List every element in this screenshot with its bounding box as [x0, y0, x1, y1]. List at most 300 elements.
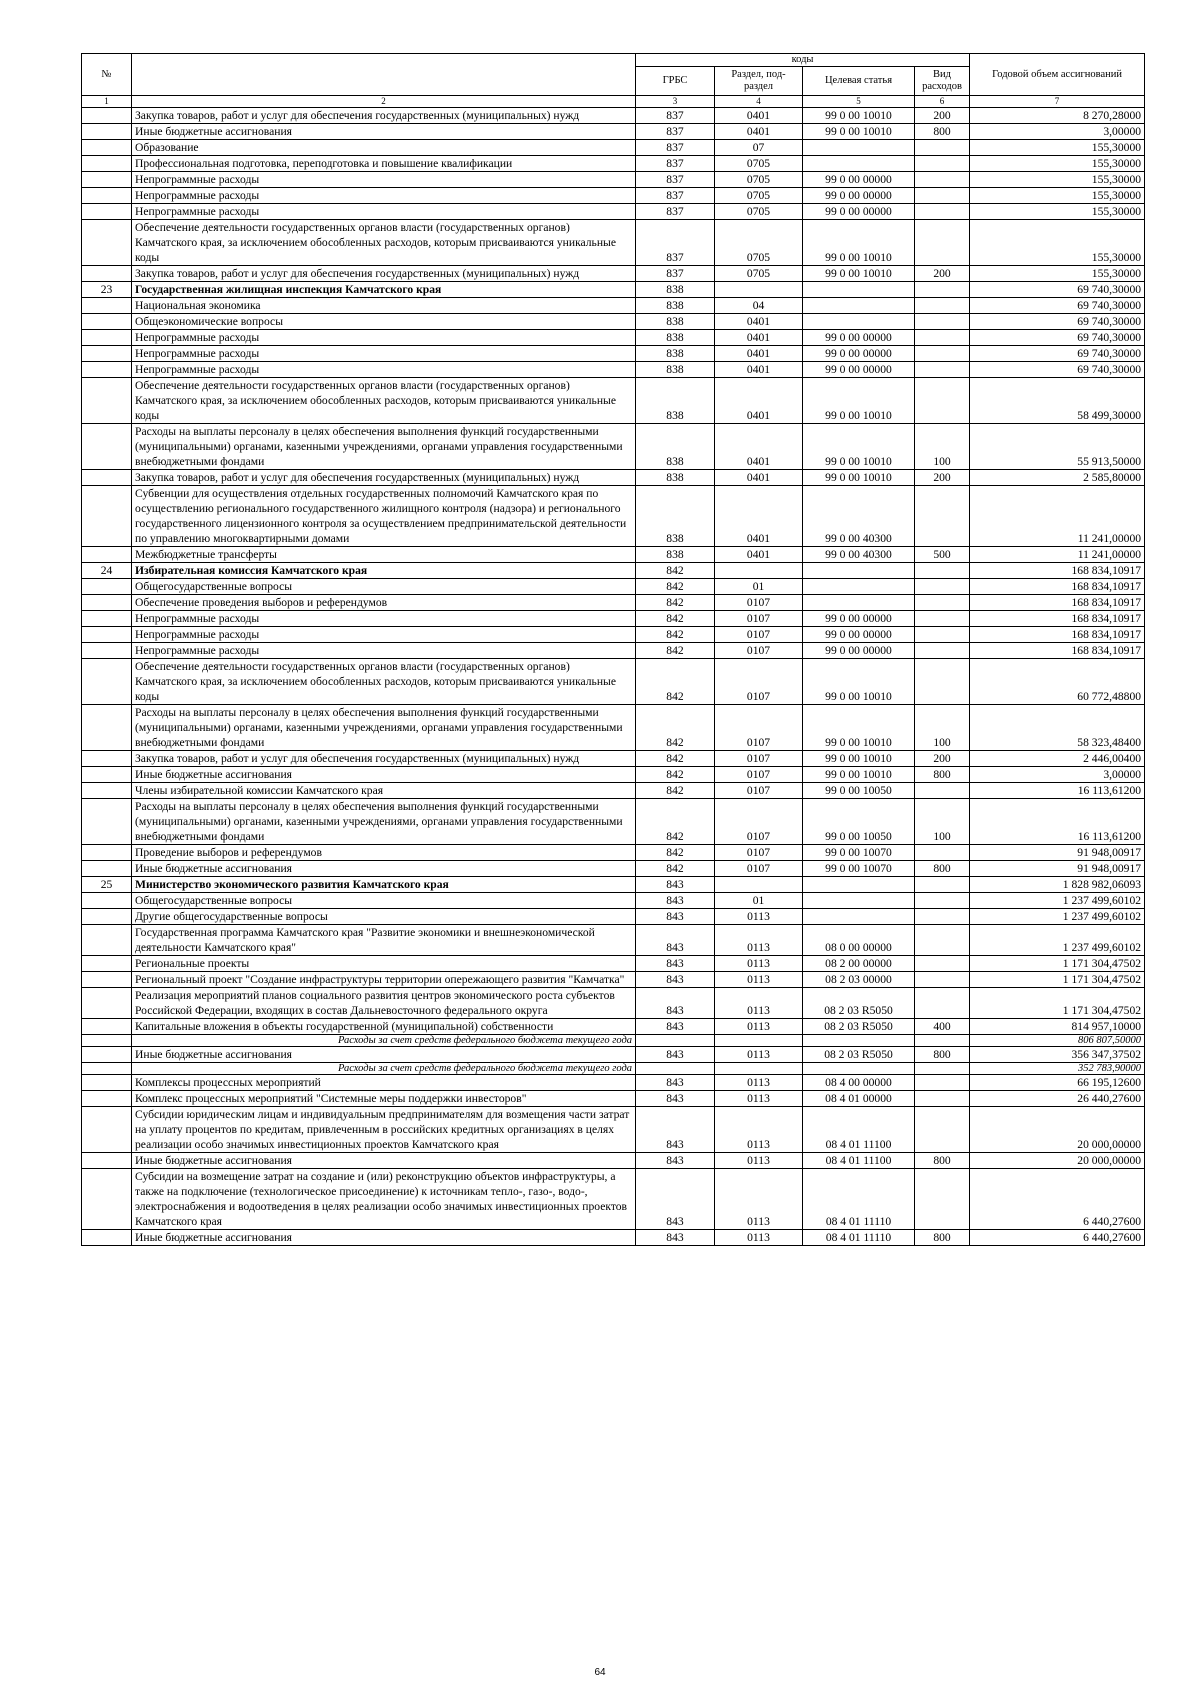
row-name: Избирательная комиссия Камчатского края — [132, 563, 636, 579]
row-expense-kind — [915, 925, 970, 956]
row-expense-kind — [915, 783, 970, 799]
row-target-article: 08 0 00 00000 — [803, 925, 915, 956]
row-grbs: 838 — [636, 547, 715, 563]
row-name: Расходы за счет средств федерального бюджета текущего года — [132, 1035, 636, 1047]
row-expense-kind — [915, 362, 970, 378]
row-annual-volume: 806 807,50000 — [970, 1035, 1145, 1047]
row-section: 0113 — [715, 909, 803, 925]
header-target: Целевая статья — [803, 67, 915, 96]
table-row — [82, 595, 1145, 611]
header-section: Раздел, под-раздел — [715, 67, 803, 96]
row-section: 0401 — [715, 314, 803, 330]
row-expense-kind: 200 — [915, 266, 970, 282]
row-name: Непрограммные расходы — [132, 172, 636, 188]
row-number — [82, 314, 132, 330]
row-annual-volume: 3,00000 — [970, 124, 1145, 140]
row-expense-kind: 800 — [915, 1230, 970, 1246]
row-number — [82, 925, 132, 956]
row-number — [82, 1153, 132, 1169]
row-grbs: 838 — [636, 424, 715, 470]
row-annual-volume: 168 834,10917 — [970, 643, 1145, 659]
row-name: Закупка товаров, работ и услуг для обеспечения государственных (муниципальных) нужд — [132, 751, 636, 767]
row-grbs: 838 — [636, 378, 715, 424]
row-name: Непрограммные расходы — [132, 188, 636, 204]
table-row — [82, 751, 1145, 767]
row-annual-volume: 155,30000 — [970, 204, 1145, 220]
row-grbs: 842 — [636, 705, 715, 751]
table-row — [82, 547, 1145, 563]
row-expense-kind — [915, 220, 970, 266]
row-name: Непрограммные расходы — [132, 611, 636, 627]
row-expense-kind: 800 — [915, 1047, 970, 1063]
budget-table — [81, 53, 1145, 1246]
row-name: Непрограммные расходы — [132, 204, 636, 220]
row-number — [82, 140, 132, 156]
row-target-article: 99 0 00 10010 — [803, 266, 915, 282]
row-section: 0401 — [715, 330, 803, 346]
row-expense-kind: 800 — [915, 861, 970, 877]
row-name: Обеспечение деятельности государственных органов власти (государственных органов) Камчатского края, за исключением обособленных расходов, которым присваиваются уникальные коды — [132, 378, 636, 424]
row-name: Комплекс процессных мероприятий "Системные меры поддержки инвесторов" — [132, 1091, 636, 1107]
row-name: Закупка товаров, работ и услуг для обеспечения государственных (муниципальных) нужд — [132, 266, 636, 282]
row-expense-kind: 100 — [915, 424, 970, 470]
row-expense-kind — [915, 204, 970, 220]
colnum: 6 — [915, 96, 970, 108]
row-section: 0107 — [715, 705, 803, 751]
row-expense-kind — [915, 298, 970, 314]
row-annual-volume: 356 347,37502 — [970, 1047, 1145, 1063]
row-name: Закупка товаров, работ и услуг для обеспечения государственных (муниципальных) нужд — [132, 470, 636, 486]
table-row — [82, 1035, 1145, 1047]
row-name: Государственная жилищная инспекция Камчатского края — [132, 282, 636, 298]
row-annual-volume: 3,00000 — [970, 767, 1145, 783]
row-section: 0705 — [715, 172, 803, 188]
table-row — [82, 783, 1145, 799]
table-row — [82, 188, 1145, 204]
row-target-article: 99 0 00 40300 — [803, 547, 915, 563]
table-row — [82, 563, 1145, 579]
row-annual-volume: 1 828 982,06093 — [970, 877, 1145, 893]
row-section: 0401 — [715, 108, 803, 124]
row-annual-volume: 352 783,90000 — [970, 1063, 1145, 1075]
row-grbs: 842 — [636, 563, 715, 579]
row-grbs: 837 — [636, 188, 715, 204]
table-row — [82, 1153, 1145, 1169]
row-annual-volume: 1 171 304,47502 — [970, 972, 1145, 988]
row-target-article: 99 0 00 10070 — [803, 861, 915, 877]
row-expense-kind: 100 — [915, 799, 970, 845]
row-annual-volume: 1 237 499,60102 — [970, 925, 1145, 956]
row-section: 0401 — [715, 378, 803, 424]
table-row — [82, 156, 1145, 172]
row-grbs: 837 — [636, 124, 715, 140]
row-section: 0401 — [715, 362, 803, 378]
row-number — [82, 659, 132, 705]
row-name: Обеспечение проведения выборов и референдумов — [132, 595, 636, 611]
row-target-article — [803, 1063, 915, 1075]
row-grbs: 838 — [636, 298, 715, 314]
row-grbs: 837 — [636, 140, 715, 156]
row-section: 0113 — [715, 1230, 803, 1246]
header-volume: Годовой объем ассигнований — [970, 54, 1145, 96]
table-row — [82, 611, 1145, 627]
row-annual-volume: 168 834,10917 — [970, 579, 1145, 595]
row-name: Субсидии на возмещение затрат на создание и (или) реконструкцию объектов инфраструктуры, а также на подключение (технологическое присоединение) к источникам тепло-, газо-, водо-, электроснабжения и водоотведения в целях реализации особо значимых инвестиционных проектов Камчатского края — [132, 1169, 636, 1230]
row-number — [82, 783, 132, 799]
row-name: Образование — [132, 140, 636, 156]
row-expense-kind — [915, 579, 970, 595]
row-number — [82, 378, 132, 424]
row-target-article: 99 0 00 00000 — [803, 330, 915, 346]
row-target-article: 08 4 01 11110 — [803, 1230, 915, 1246]
row-annual-volume: 58 499,30000 — [970, 378, 1145, 424]
row-name: Реализация мероприятий планов социального развития центров экономического роста субъектов Российской Федерации, входящих в состав Дальневосточного федерального округа — [132, 988, 636, 1019]
row-grbs: 837 — [636, 156, 715, 172]
table-row — [82, 1169, 1145, 1230]
row-grbs: 843 — [636, 1230, 715, 1246]
row-number — [82, 972, 132, 988]
row-number — [82, 124, 132, 140]
row-name: Комплексы процессных мероприятий — [132, 1075, 636, 1091]
row-expense-kind — [915, 330, 970, 346]
row-number — [82, 424, 132, 470]
header-grbs: ГРБС — [636, 67, 715, 96]
table-row — [82, 172, 1145, 188]
row-grbs: 837 — [636, 266, 715, 282]
row-annual-volume: 69 740,30000 — [970, 330, 1145, 346]
row-annual-volume: 26 440,27600 — [970, 1091, 1145, 1107]
row-grbs: 842 — [636, 627, 715, 643]
row-target-article: 99 0 00 10010 — [803, 659, 915, 705]
row-expense-kind — [915, 156, 970, 172]
row-number — [82, 220, 132, 266]
row-name: Субсидии юридическим лицам и индивидуальным предпринимателям для возмещения части затрат на уплату процентов по кредитам, привлеченным в российских кредитных организациях в целях реализации особо значимых инвестиционных проектов Камчатского края — [132, 1107, 636, 1153]
row-section: 04 — [715, 298, 803, 314]
row-annual-volume: 91 948,00917 — [970, 845, 1145, 861]
row-grbs: 842 — [636, 659, 715, 705]
row-target-article — [803, 579, 915, 595]
row-annual-volume: 168 834,10917 — [970, 595, 1145, 611]
table-row — [82, 1063, 1145, 1075]
row-annual-volume: 155,30000 — [970, 188, 1145, 204]
table-row — [82, 298, 1145, 314]
row-expense-kind: 800 — [915, 124, 970, 140]
row-name: Государственная программа Камчатского края "Развитие экономики и внешнеэкономической деятельности Камчатского края" — [132, 925, 636, 956]
table-row — [82, 956, 1145, 972]
row-number — [82, 988, 132, 1019]
row-number — [82, 1035, 132, 1047]
row-annual-volume: 20 000,00000 — [970, 1153, 1145, 1169]
row-annual-volume: 11 241,00000 — [970, 486, 1145, 547]
row-expense-kind — [915, 956, 970, 972]
row-target-article: 99 0 00 10070 — [803, 845, 915, 861]
row-section: 0107 — [715, 751, 803, 767]
row-name: Иные бюджетные ассигнования — [132, 124, 636, 140]
row-target-article: 08 2 03 R5050 — [803, 988, 915, 1019]
row-target-article: 08 4 00 00000 — [803, 1075, 915, 1091]
row-annual-volume: 6 440,27600 — [970, 1169, 1145, 1230]
row-annual-volume: 69 740,30000 — [970, 346, 1145, 362]
row-number — [82, 156, 132, 172]
row-expense-kind: 200 — [915, 470, 970, 486]
row-grbs: 838 — [636, 330, 715, 346]
row-grbs: 843 — [636, 1019, 715, 1035]
row-grbs — [636, 1063, 715, 1075]
row-name: Расходы на выплаты персоналу в целях обеспечения выполнения функций государственными (муниципальными) органами, казенными учреждениями, органами управления государственными внебюджетными фондами — [132, 799, 636, 845]
colnum: 5 — [803, 96, 915, 108]
row-section: 0113 — [715, 988, 803, 1019]
row-target-article: 08 4 01 11110 — [803, 1169, 915, 1230]
table-row — [82, 220, 1145, 266]
row-number — [82, 1075, 132, 1091]
colnum: 1 — [82, 96, 132, 108]
row-section: 0107 — [715, 845, 803, 861]
row-target-article: 08 2 00 00000 — [803, 956, 915, 972]
row-annual-volume: 55 913,50000 — [970, 424, 1145, 470]
row-expense-kind: 500 — [915, 547, 970, 563]
row-grbs: 838 — [636, 362, 715, 378]
row-grbs: 843 — [636, 1047, 715, 1063]
row-expense-kind — [915, 1063, 970, 1075]
row-number — [82, 845, 132, 861]
row-number — [82, 643, 132, 659]
row-grbs: 837 — [636, 204, 715, 220]
row-number — [82, 1047, 132, 1063]
row-target-article — [803, 563, 915, 579]
row-number — [82, 595, 132, 611]
row-name: Министерство экономического развития Камчатского края — [132, 877, 636, 893]
table-row — [82, 330, 1145, 346]
row-grbs: 838 — [636, 282, 715, 298]
row-grbs: 843 — [636, 925, 715, 956]
row-annual-volume: 155,30000 — [970, 266, 1145, 282]
row-section: 01 — [715, 893, 803, 909]
table-row — [82, 140, 1145, 156]
table-row — [82, 893, 1145, 909]
row-section: 0113 — [715, 956, 803, 972]
table-row — [82, 877, 1145, 893]
row-grbs: 837 — [636, 108, 715, 124]
table-row — [82, 282, 1145, 298]
row-expense-kind — [915, 346, 970, 362]
row-section: 0107 — [715, 767, 803, 783]
row-number — [82, 861, 132, 877]
row-annual-volume: 2 585,80000 — [970, 470, 1145, 486]
row-grbs: 843 — [636, 1107, 715, 1153]
row-name: Региональные проекты — [132, 956, 636, 972]
row-name: Межбюджетные трансферты — [132, 547, 636, 563]
row-target-article: 99 0 00 10010 — [803, 108, 915, 124]
row-section: 0113 — [715, 972, 803, 988]
row-name: Проведение выборов и референдумов — [132, 845, 636, 861]
row-name: Иные бюджетные ассигнования — [132, 1153, 636, 1169]
row-expense-kind — [915, 972, 970, 988]
colnum: 7 — [970, 96, 1145, 108]
row-number: 24 — [82, 563, 132, 579]
row-grbs: 843 — [636, 972, 715, 988]
row-expense-kind — [915, 659, 970, 705]
page-number: 64 — [594, 1667, 606, 1678]
row-section: 0113 — [715, 1091, 803, 1107]
row-target-article — [803, 1035, 915, 1047]
row-target-article: 99 0 00 10010 — [803, 767, 915, 783]
row-target-article: 99 0 00 10010 — [803, 220, 915, 266]
row-name: Иные бюджетные ассигнования — [132, 767, 636, 783]
row-grbs: 842 — [636, 595, 715, 611]
row-name: Непрограммные расходы — [132, 627, 636, 643]
row-target-article: 99 0 00 00000 — [803, 172, 915, 188]
row-number — [82, 1107, 132, 1153]
row-expense-kind — [915, 877, 970, 893]
row-grbs: 838 — [636, 314, 715, 330]
row-grbs: 842 — [636, 611, 715, 627]
row-grbs: 842 — [636, 799, 715, 845]
row-annual-volume: 155,30000 — [970, 156, 1145, 172]
row-expense-kind — [915, 378, 970, 424]
row-expense-kind — [915, 140, 970, 156]
row-annual-volume: 1 171 304,47502 — [970, 956, 1145, 972]
row-annual-volume: 168 834,10917 — [970, 611, 1145, 627]
row-section — [715, 1035, 803, 1047]
row-annual-volume: 69 740,30000 — [970, 362, 1145, 378]
row-name: Обеспечение деятельности государственных органов власти (государственных органов) Камчатского края, за исключением обособленных расходов, которым присваиваются уникальные коды — [132, 659, 636, 705]
row-expense-kind — [915, 988, 970, 1019]
row-annual-volume: 168 834,10917 — [970, 563, 1145, 579]
row-number — [82, 956, 132, 972]
row-number — [82, 266, 132, 282]
row-target-article — [803, 595, 915, 611]
row-expense-kind — [915, 563, 970, 579]
row-annual-volume: 69 740,30000 — [970, 282, 1145, 298]
row-section: 0705 — [715, 220, 803, 266]
row-target-article: 99 0 00 00000 — [803, 346, 915, 362]
row-number — [82, 330, 132, 346]
row-section: 0401 — [715, 346, 803, 362]
row-number — [82, 627, 132, 643]
row-number — [82, 579, 132, 595]
row-expense-kind — [915, 1035, 970, 1047]
row-expense-kind: 400 — [915, 1019, 970, 1035]
colnum: 2 — [132, 96, 636, 108]
table-row — [82, 1091, 1145, 1107]
row-expense-kind — [915, 1075, 970, 1091]
row-expense-kind — [915, 486, 970, 547]
table-row — [82, 1230, 1145, 1246]
row-name: Члены избирательной комиссии Камчатского края — [132, 783, 636, 799]
row-grbs: 843 — [636, 877, 715, 893]
row-annual-volume: 69 740,30000 — [970, 298, 1145, 314]
row-expense-kind — [915, 282, 970, 298]
row-section: 0113 — [715, 1107, 803, 1153]
row-expense-kind — [915, 188, 970, 204]
row-number — [82, 298, 132, 314]
row-section: 0113 — [715, 925, 803, 956]
row-number — [82, 1063, 132, 1075]
table-row — [82, 378, 1145, 424]
table-row — [82, 861, 1145, 877]
row-section: 0705 — [715, 204, 803, 220]
row-expense-kind — [915, 627, 970, 643]
row-section: 0113 — [715, 1047, 803, 1063]
table-row — [82, 705, 1145, 751]
row-section: 0107 — [715, 611, 803, 627]
colnum: 4 — [715, 96, 803, 108]
row-number — [82, 751, 132, 767]
row-grbs: 837 — [636, 172, 715, 188]
row-number — [82, 362, 132, 378]
row-expense-kind: 200 — [915, 751, 970, 767]
row-annual-volume: 66 195,12600 — [970, 1075, 1145, 1091]
row-section: 0401 — [715, 470, 803, 486]
table-row — [82, 124, 1145, 140]
row-name: Непрограммные расходы — [132, 330, 636, 346]
row-section: 0705 — [715, 188, 803, 204]
row-target-article: 99 0 00 10050 — [803, 799, 915, 845]
row-section: 0401 — [715, 124, 803, 140]
row-section: 0401 — [715, 424, 803, 470]
row-annual-volume: 155,30000 — [970, 140, 1145, 156]
row-expense-kind — [915, 314, 970, 330]
row-expense-kind: 200 — [915, 108, 970, 124]
row-annual-volume: 155,30000 — [970, 220, 1145, 266]
row-target-article: 99 0 00 00000 — [803, 611, 915, 627]
row-target-article: 08 4 01 11100 — [803, 1153, 915, 1169]
row-section: 0113 — [715, 1153, 803, 1169]
row-target-article: 99 0 00 10010 — [803, 751, 915, 767]
table-row — [82, 909, 1145, 925]
table-row — [82, 424, 1145, 470]
row-section: 0705 — [715, 266, 803, 282]
table-row — [82, 346, 1145, 362]
table-row — [82, 767, 1145, 783]
row-name: Иные бюджетные ассигнования — [132, 1230, 636, 1246]
row-number — [82, 799, 132, 845]
row-annual-volume: 1 237 499,60102 — [970, 893, 1145, 909]
row-target-article — [803, 298, 915, 314]
row-expense-kind — [915, 845, 970, 861]
row-grbs: 842 — [636, 751, 715, 767]
header-kind: Вид расходов — [915, 67, 970, 96]
row-name: Общеэкономические вопросы — [132, 314, 636, 330]
row-number — [82, 611, 132, 627]
row-number — [82, 1019, 132, 1035]
row-expense-kind — [915, 595, 970, 611]
header-codes: коды — [636, 54, 970, 67]
row-expense-kind — [915, 1091, 970, 1107]
row-annual-volume: 16 113,61200 — [970, 799, 1145, 845]
row-number — [82, 172, 132, 188]
row-number — [82, 705, 132, 751]
row-section: 0107 — [715, 659, 803, 705]
row-target-article: 99 0 00 10010 — [803, 378, 915, 424]
row-grbs: 843 — [636, 909, 715, 925]
table-row — [82, 1075, 1145, 1091]
row-annual-volume: 6 440,27600 — [970, 1230, 1145, 1246]
row-target-article: 08 2 03 R5050 — [803, 1047, 915, 1063]
row-expense-kind — [915, 172, 970, 188]
header-num: № — [82, 54, 132, 96]
table-row — [82, 266, 1145, 282]
row-section: 01 — [715, 579, 803, 595]
table-row — [82, 1019, 1145, 1035]
row-name: Общегосударственные вопросы — [132, 579, 636, 595]
row-grbs: 843 — [636, 1075, 715, 1091]
row-number — [82, 1169, 132, 1230]
row-section: 0107 — [715, 799, 803, 845]
row-section — [715, 563, 803, 579]
row-expense-kind: 800 — [915, 1153, 970, 1169]
header-name — [132, 54, 636, 96]
